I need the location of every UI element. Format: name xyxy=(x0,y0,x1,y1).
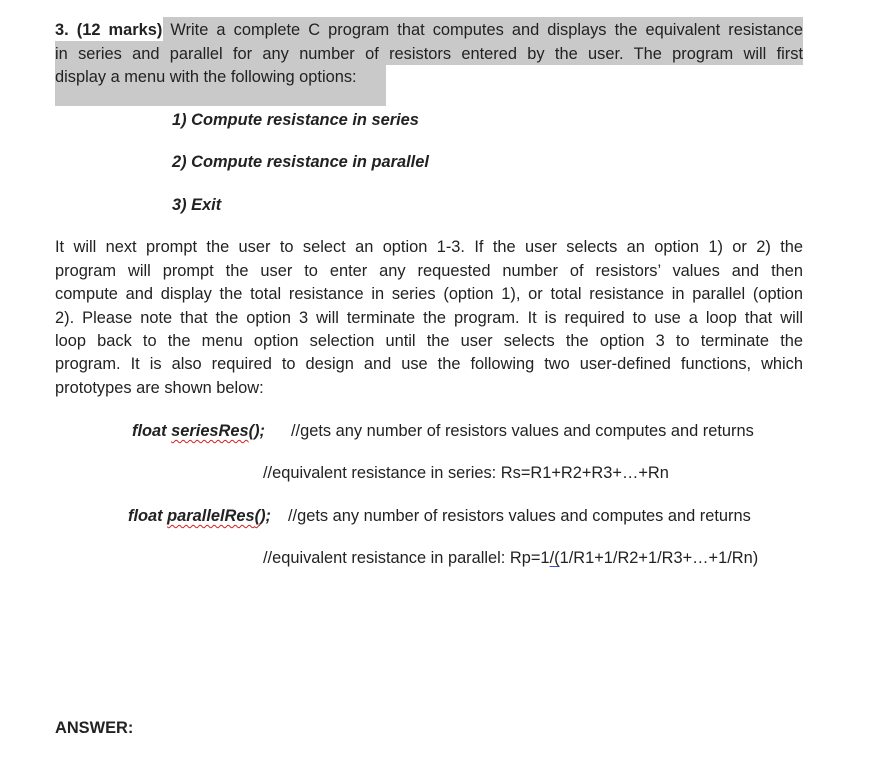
question-line-2: in series and parallel for any number of resistors entered by the user. The program will first xyxy=(55,45,803,63)
menu-option-2: 2) Compute resistance in parallel xyxy=(172,153,429,171)
body-line: prototypes are shown below: xyxy=(55,379,264,397)
body-line: program will prompt the user to enter any requested number of resistors’ values and then xyxy=(55,262,803,280)
question-marks: (12 marks) xyxy=(76,21,163,39)
question-intro: Write a complete C program that computes and displays the equivalent resistance xyxy=(170,21,803,39)
parallel-function-name: parallelRes( xyxy=(167,507,261,525)
body-line: It will next prompt the user to select an option 1-3. If the user selects an option 1) or 2) the xyxy=(55,238,803,256)
parallel-comment-2: //equivalent resistance in parallel: Rp=1/(1/R1+1/R2+1/R3+…+1/Rn) xyxy=(263,549,759,567)
body-line: program. It is also required to design and use the following two user-defined functions, which xyxy=(55,355,803,373)
body-line: 2). Please note that the option 3 will terminate the program. It is required to use a loop that will xyxy=(55,309,803,327)
parallel-comment-1: //gets any number of resistors values and computes and returns xyxy=(288,507,751,525)
body-line: compute and display the total resistance in series (option 1), or total resistance in parallel (option xyxy=(55,285,803,303)
series-prototype: float seriesRes(); xyxy=(132,422,265,440)
menu-option-3: 3) Exit xyxy=(172,196,222,214)
body-line: loop back to the menu option selection until the user selects the option 3 to terminate the xyxy=(55,332,803,350)
question-line-3: display a menu with the following options: xyxy=(55,68,357,86)
question-number: 3. xyxy=(55,21,69,39)
series-comment-2: //equivalent resistance in series: Rs=R1+R2+R3+…+Rn xyxy=(263,464,669,482)
series-comment-1: //gets any number of resistors values and computes and returns xyxy=(291,422,754,440)
parallel-prototype: float parallelRes(); xyxy=(128,507,272,525)
question-line-1 xyxy=(55,19,803,41)
series-function-name: seriesRes xyxy=(171,422,249,440)
menu-option-1: 1) Compute resistance in series xyxy=(172,111,419,129)
answer-label: ANSWER: xyxy=(55,719,134,737)
